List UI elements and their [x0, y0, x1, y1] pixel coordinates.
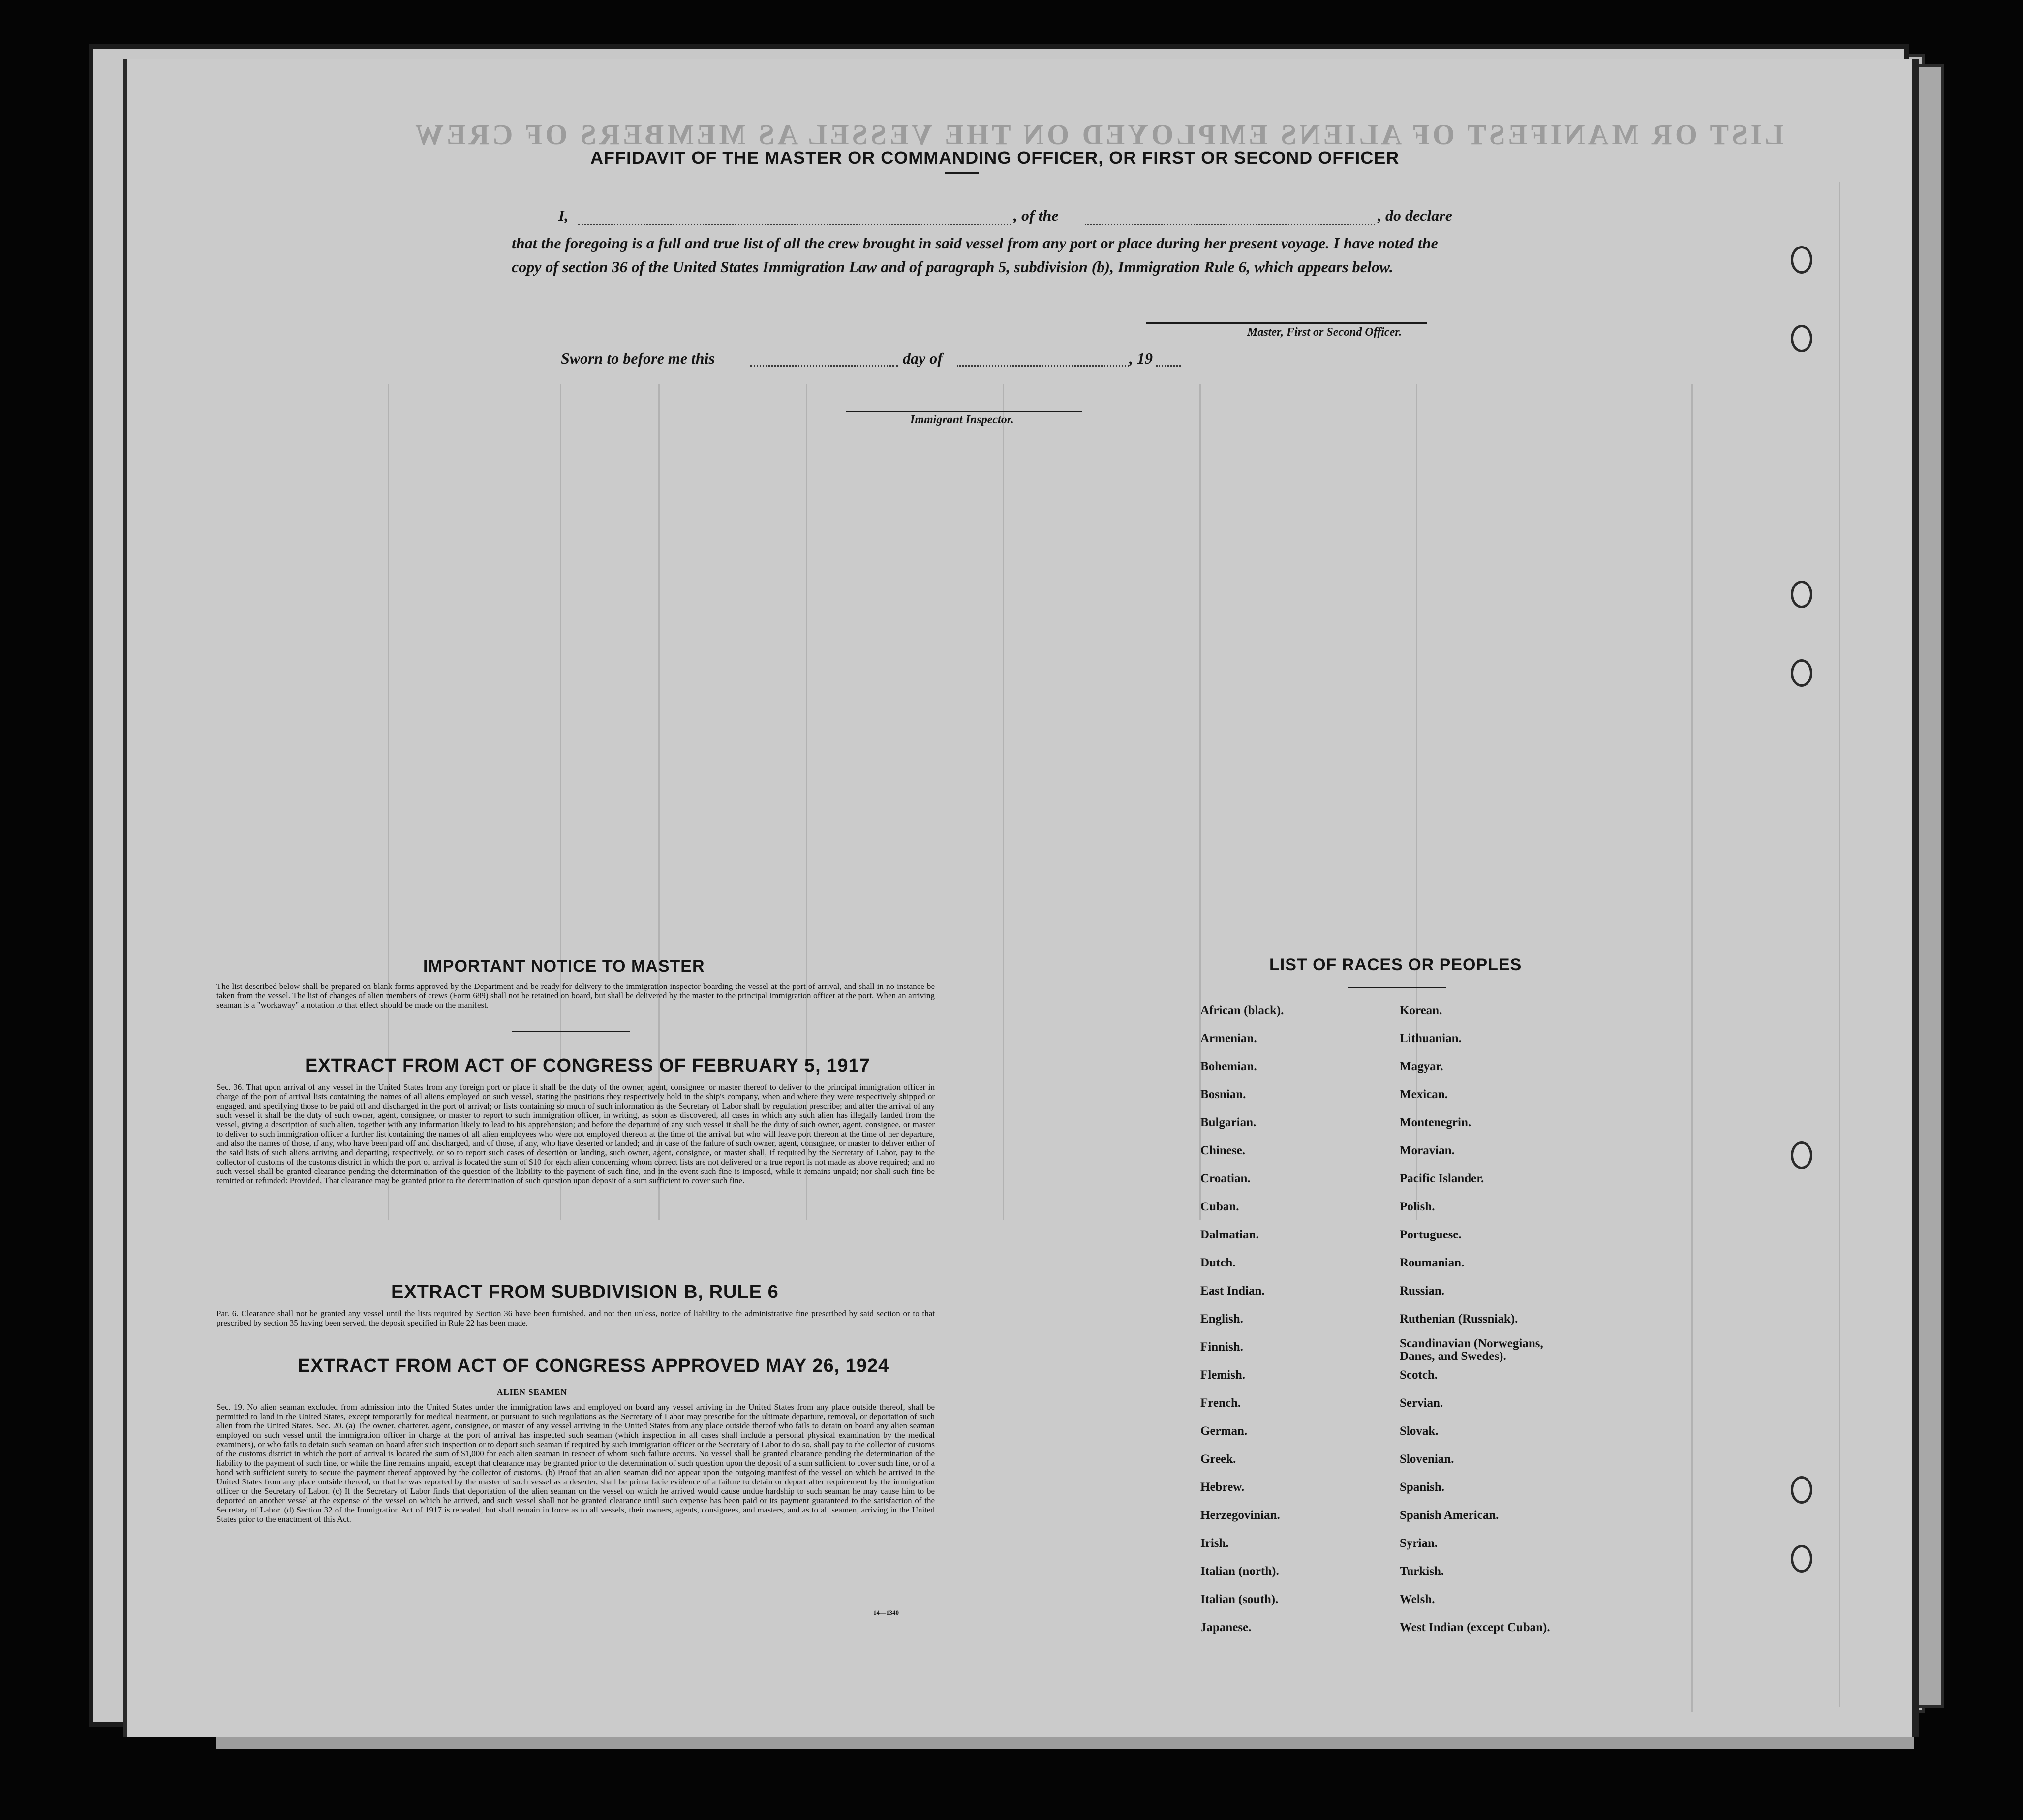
notice-divider [512, 1031, 630, 1032]
extract-1924-title: EXTRACT FROM ACT OF CONGRESS APPROVED MAY 26, 1924 [298, 1356, 889, 1376]
binder-hole [1791, 1141, 1812, 1169]
binder-hole [1791, 246, 1812, 274]
extract-1917-body: Sec. 36. That upon arrival of any vessel in the United States from any foreign port or place it shall be the duty of the owner, agent, consignee, or master thereof to deliver to the principal immigration officer in charge of the port of arrival lists containing the names of all aliens employed on such vessel, stating the positions they respectively hold in the ship's company, when and where they were respectively shipped or engaged, and specifying those to be paid off and discharged in the port of arrival; or lists containing so much of such information as the Secretary of Labor shall by regulation prescribe; and after the arrival of any such vessel it shall be the duty of such owner, agent, consignee, or master to report to such immigration officer, in writing, as soon as discovered, all cases in which any such alien has illegally landed from the vessel, giving a description of such alien, together with any information likely to lead to his apprehension; and before the departure of any such vessel it shall be the duty of such owner, agent, consignee, or master to deliver to such immigration officer a further list containing the names of all alien employees who were not employed thereon at the time of the arrival but who will leave port thereon at the time of her departure, and also the names of those, if any, who have been paid off and discharged, and of those, if any, who have deserted or landed; and in case of the failure of such owner, agent, consignee, or master to deliver either of the said lists of such aliens arriving and departing, respectively, or so to report such cases of desertion or landing, such owner, agent, consignee, or master shall, if required by the Secretary of Labor, pay to the collector of customs of the customs district in which the port of arrival is located the sum of $10 for each alien concerning whom correct lists are not delivered or a true report is not made as above required; and no such vessel shall be granted clearance pending the determination of the question of the liability to the payment of such fine, and in the event such fine is imposed, while it remains unpaid; nor shall such fine be remitted or refunded: Provided, That clearance may be granted prior to the determination of such question upon deposit of a sum sufficient to cover such fine. [216, 1082, 935, 1185]
race-item: French. [1200, 1396, 1241, 1410]
race-item: Magyar. [1400, 1060, 1443, 1073]
affidavit-line1-start: I, [558, 207, 569, 224]
notice-body: The list described below shall be prepared on blank forms approved by the Department and be ready for delivery to the immigration inspector boarding the vessel at the port of arrival, and shall in no instance be taken from the vessel. The list of changes of alien members of crews (Form 689) shall not be retained on board, but shall be delivered by the master to the principal immigration officer at the port. When an arriving seaman is a "workaway" a notation to that effect should be made on the manifest. [216, 982, 935, 1010]
bleed-column-line [1839, 182, 1840, 1707]
race-item: Bulgarian. [1200, 1116, 1257, 1129]
officer-name-field[interactable] [578, 224, 1011, 225]
race-item: Montenegrin. [1400, 1116, 1471, 1129]
race-item: Greek. [1200, 1452, 1236, 1466]
race-item: Slovenian. [1400, 1452, 1454, 1466]
race-item: Croatian. [1200, 1172, 1251, 1185]
race-item: Armenian. [1200, 1032, 1257, 1045]
master-signature-line[interactable] [1146, 322, 1427, 324]
race-item: Finnish. [1200, 1340, 1243, 1354]
vessel-name-field[interactable] [1085, 224, 1375, 225]
affidavit-line1-end: , do declare [1378, 207, 1452, 224]
inspector-signature-label: Immigrant Inspector. [910, 413, 1014, 426]
race-item: Slovak. [1400, 1424, 1439, 1438]
race-item: English. [1200, 1312, 1243, 1326]
race-item: Japanese. [1200, 1621, 1252, 1634]
race-item: East Indian. [1200, 1284, 1265, 1297]
race-item: Roumanian. [1400, 1256, 1465, 1269]
race-item: Ruthenian (Russniak). [1400, 1312, 1518, 1326]
sworn-mid: day of [903, 349, 943, 367]
race-item: Hebrew. [1200, 1481, 1245, 1494]
race-item: Welsh. [1400, 1593, 1435, 1606]
race-item: Bosnian. [1200, 1088, 1246, 1101]
race-item: Turkish. [1400, 1565, 1444, 1578]
affidavit-body: that the foregoing is a full and true list of all the crew brought in said vessel from any port or place during her present voyage. I have noted the copy of section 36 of the United States Immigration Law and of paragraph 5, subdivision (b), Immigration Rule 6, which appears below. [512, 234, 1438, 276]
extract-1924-body: Sec. 19. No alien seaman excluded from admission into the United States under the immigration laws and employed on board any vessel arriving in the United States from any place outside thereof, shall be permitted to land in the United States, except temporarily for medical treatment, or pursuant to such regulations as the Secretary of Labor may prescribe for the ultimate departure, removal, or deportation of such alien from the United States. Sec. 20. (a) The owner, charterer, agent, consignee, or master of any vessel arriving in the United States from any place outside thereof who fails to detain on board any alien seaman employed on such vessel until the immigration officer in charge at the port of arrival has inspected such seaman (which inspection in all cases shall include a personal physical examination by the medical examiners), or who fails to detain such seaman on board after such inspection or to deport such seaman if required by such immigration officer or the Secretary of Labor to do so, shall pay to the collector of customs of the customs district in which the port of arrival is located the sum of $1,000 for each alien seaman in respect of whom such failure occurs. No vessel shall be granted clearance pending the determination of the liability to the payment of such fine, or while the fine remains unpaid, except that clearance may be granted prior to the determination of such question upon the deposit of a sum sufficient to cover such fine, or of a bond with sufficient surety to secure the payment thereof approved by the collector of customs. (b) Proof that an alien seaman did not appear upon the outgoing manifest of the vessel on which he arrived in the United States from any place outside thereof, or that he was reported by the master of such vessel as a deserter, shall be prima facie evidence of a failure to detain or deport after requirement by the immigration officer or the Secretary of Labor. (c) If the Secretary of Labor finds that deportation of the alien seaman on the vessel on which he arrived would cause undue hardship to such seaman he may cause him to be deported on another vessel at the expense of the vessel on which he arrived, and such vessel shall not be granted clearance until such expense has been paid or its payment guaranteed to the satisfaction of the Secretary of Labor. (d) Section 32 of the Immigration Act of 1917 is repealed, but shall remain in force as to all vessels, their owners, agents, consignees, and masters, and as to all seamen, arriving in the United States prior to the enactment of this Act. [216, 1402, 935, 1524]
race-item: Portuguese. [1400, 1228, 1462, 1241]
race-item: Italian (south). [1200, 1593, 1279, 1606]
sworn-year-field[interactable] [1156, 365, 1181, 367]
race-item: Cuban. [1200, 1200, 1239, 1213]
binder-hole [1791, 1545, 1812, 1573]
races-divider [1348, 987, 1446, 988]
race-item: Dalmatian. [1200, 1228, 1259, 1241]
extract-1924-subtitle: ALIEN SEAMEN [497, 1388, 567, 1397]
bleed-column-line [1003, 384, 1004, 1220]
sworn-month-field[interactable] [957, 365, 1129, 367]
race-item: West Indian (except Cuban). [1400, 1621, 1550, 1634]
inspector-signature-line[interactable] [846, 411, 1082, 412]
master-signature-label: Master, First or Second Officer. [1247, 326, 1402, 339]
race-item: Moravian. [1400, 1144, 1455, 1157]
sworn-day-field[interactable] [750, 365, 898, 367]
extract-rule6-body: Par. 6. Clearance shall not be granted any vessel until the lists required by Section 36 have been furnished, and not then unless, notice of liability to the administrative fine prescribed by said section or to that prescribed by section 35 having been served, the deposit specified in Rule 22 has been made. [216, 1309, 935, 1327]
race-item: Scandinavian (Norwegians, Danes, and Swedes). [1400, 1337, 1543, 1363]
race-item: Scotch. [1400, 1368, 1438, 1382]
race-item: Herzegovinian. [1200, 1509, 1280, 1522]
race-item: Servian. [1400, 1396, 1443, 1410]
extract-1917-title: EXTRACT FROM ACT OF CONGRESS OF FEBRUARY 5, 1917 [305, 1055, 870, 1076]
binder-hole [1791, 581, 1812, 608]
races-title: LIST OF RACES OR PEOPLES [1269, 956, 1522, 974]
sworn-end: , 19 [1129, 349, 1153, 367]
race-item: Chinese. [1200, 1144, 1245, 1157]
race-item: Bohemian. [1200, 1060, 1257, 1073]
race-item: Irish. [1200, 1537, 1229, 1550]
race-item: Korean. [1400, 1004, 1442, 1017]
form-number: 14—1340 [873, 1609, 899, 1616]
affidavit-title-underline [945, 172, 979, 174]
binder-hole [1791, 1476, 1812, 1504]
race-item: Syrian. [1400, 1537, 1438, 1550]
binder-hole [1791, 659, 1812, 687]
affidavit-title: AFFIDAVIT OF THE MASTER OR COMMANDING OFFICER, OR FIRST OR SECOND OFFICER [590, 148, 1400, 168]
binder-hole [1791, 325, 1812, 352]
bleed-column-line [1691, 384, 1693, 1712]
race-item: Flemish. [1200, 1368, 1245, 1382]
race-item: Lithuanian. [1400, 1032, 1462, 1045]
affidavit-line1-mid: , of the [1013, 207, 1059, 224]
race-item: Mexican. [1400, 1088, 1448, 1101]
race-item: German. [1200, 1424, 1248, 1438]
race-item: Spanish. [1400, 1481, 1445, 1494]
race-item: Spanish American. [1400, 1509, 1499, 1522]
bleed-through-title: LIST OR MANIFEST OF ALIENS EMPLOYED ON THE VESSEL AS MEMBERS OF CREW [412, 119, 1784, 151]
extract-rule6-title: EXTRACT FROM SUBDIVISION B, RULE 6 [391, 1282, 779, 1302]
sworn-start: Sworn to before me this [561, 349, 715, 367]
race-item: Dutch. [1200, 1256, 1236, 1269]
notice-title: IMPORTANT NOTICE TO MASTER [423, 957, 705, 976]
race-item: African (black). [1200, 1004, 1284, 1017]
race-item: Polish. [1400, 1200, 1435, 1213]
race-item: Pacific Islander. [1400, 1172, 1484, 1185]
race-item: Russian. [1400, 1284, 1445, 1297]
race-item: Italian (north). [1200, 1565, 1279, 1578]
